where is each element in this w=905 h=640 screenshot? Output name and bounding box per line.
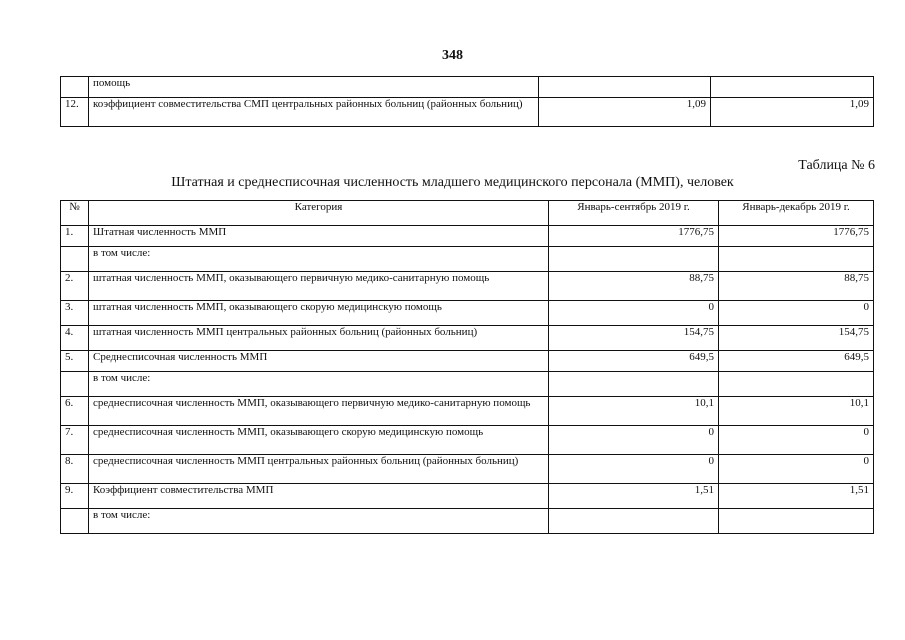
table-row: [61, 397, 874, 426]
row-value-jan-sep: 88,75: [549, 272, 719, 301]
row-value-jan-dec: 0: [719, 301, 874, 326]
row-value-jan-sep: 1776,75: [549, 226, 719, 247]
header-category: Категория: [89, 201, 549, 226]
row-category: Коэффициент совместительства ММП: [89, 484, 549, 509]
table-row: [61, 226, 874, 247]
row-value-jan-dec: [711, 77, 874, 98]
row-category: среднесписочная численность ММП, оказывающего скорую медицинскую помощь: [89, 426, 549, 455]
row-value-jan-dec: [719, 509, 874, 534]
row-number: 1.: [61, 226, 89, 247]
table-row: [61, 326, 874, 351]
row-number: 3.: [61, 301, 89, 326]
table-row: [61, 301, 874, 326]
row-value-jan-sep: 0: [549, 301, 719, 326]
row-category: среднесписочная численность ММП центральных районных больниц (районных больниц): [89, 455, 549, 484]
row-value-jan-dec: 10,1: [719, 397, 874, 426]
main-table: [60, 200, 874, 534]
row-category: штатная численность ММП, оказывающего первичную медико-санитарную помощь: [89, 272, 549, 301]
table-row: [61, 77, 874, 98]
row-value-jan-dec: 0: [719, 426, 874, 455]
row-value-jan-dec: [719, 372, 874, 397]
row-category: коэффициент совместительства СМП центральных районных больниц (районных больниц): [89, 98, 539, 127]
table-row: [61, 272, 874, 301]
row-value-jan-sep: 1,09: [539, 98, 711, 127]
row-category: штатная численность ММП, оказывающего скорую медицинскую помощь: [89, 301, 549, 326]
table-row: [61, 426, 874, 455]
table-label: Таблица № 6: [798, 158, 875, 173]
row-category: штатная численность ММП центральных районных больниц (районных больниц): [89, 326, 549, 351]
row-value-jan-sep: 649,5: [549, 351, 719, 372]
table-row: [61, 455, 874, 484]
row-number: [61, 372, 89, 397]
row-number: [61, 247, 89, 272]
row-value-jan-sep: 10,1: [549, 397, 719, 426]
table-row: [61, 98, 874, 127]
row-value-jan-dec: 0: [719, 455, 874, 484]
table-row: [61, 372, 874, 397]
row-value-jan-sep: 0: [549, 426, 719, 455]
table-row: [61, 509, 874, 534]
row-number: 12.: [61, 98, 89, 127]
row-number: [61, 77, 89, 98]
row-number: 9.: [61, 484, 89, 509]
table-header-row: [61, 201, 874, 226]
row-value-jan-dec: 649,5: [719, 351, 874, 372]
table-title: Штатная и среднесписочная численность младшего медицинского персонала (ММП), человек: [171, 175, 734, 190]
header-num: №: [61, 201, 89, 226]
table-row: [61, 351, 874, 372]
row-category: в том числе:: [89, 247, 549, 272]
row-value-jan-dec: [719, 247, 874, 272]
row-number: 5.: [61, 351, 89, 372]
row-value-jan-sep: 0: [549, 455, 719, 484]
row-value-jan-dec: 1,09: [711, 98, 874, 127]
row-category: в том числе:: [89, 372, 549, 397]
row-number: 2.: [61, 272, 89, 301]
row-number: 4.: [61, 326, 89, 351]
row-number: 7.: [61, 426, 89, 455]
top-table-continued: [60, 76, 874, 127]
row-value-jan-dec: 1,51: [719, 484, 874, 509]
row-category: в том числе:: [89, 509, 549, 534]
row-value-jan-dec: 88,75: [719, 272, 874, 301]
table-row: [61, 484, 874, 509]
row-value-jan-dec: 154,75: [719, 326, 874, 351]
header-jan-sep: Январь-сентябрь 2019 г.: [549, 201, 719, 226]
row-category: Среднесписочная численность ММП: [89, 351, 549, 372]
row-value-jan-dec: 1776,75: [719, 226, 874, 247]
row-category: помощь: [89, 77, 539, 98]
table-row: [61, 247, 874, 272]
row-category: Штатная численность ММП: [89, 226, 549, 247]
row-value-jan-sep: [549, 372, 719, 397]
row-category: среднесписочная численность ММП, оказывающего первичную медико-санитарную помощь: [89, 397, 549, 426]
row-value-jan-sep: [549, 247, 719, 272]
row-value-jan-sep: 1,51: [549, 484, 719, 509]
header-jan-dec: Январь-декабрь 2019 г.: [719, 201, 874, 226]
row-value-jan-sep: [539, 77, 711, 98]
row-number: 8.: [61, 455, 89, 484]
row-value-jan-sep: [549, 509, 719, 534]
page-number: 348: [442, 48, 463, 63]
row-value-jan-sep: 154,75: [549, 326, 719, 351]
row-number: [61, 509, 89, 534]
row-number: 6.: [61, 397, 89, 426]
